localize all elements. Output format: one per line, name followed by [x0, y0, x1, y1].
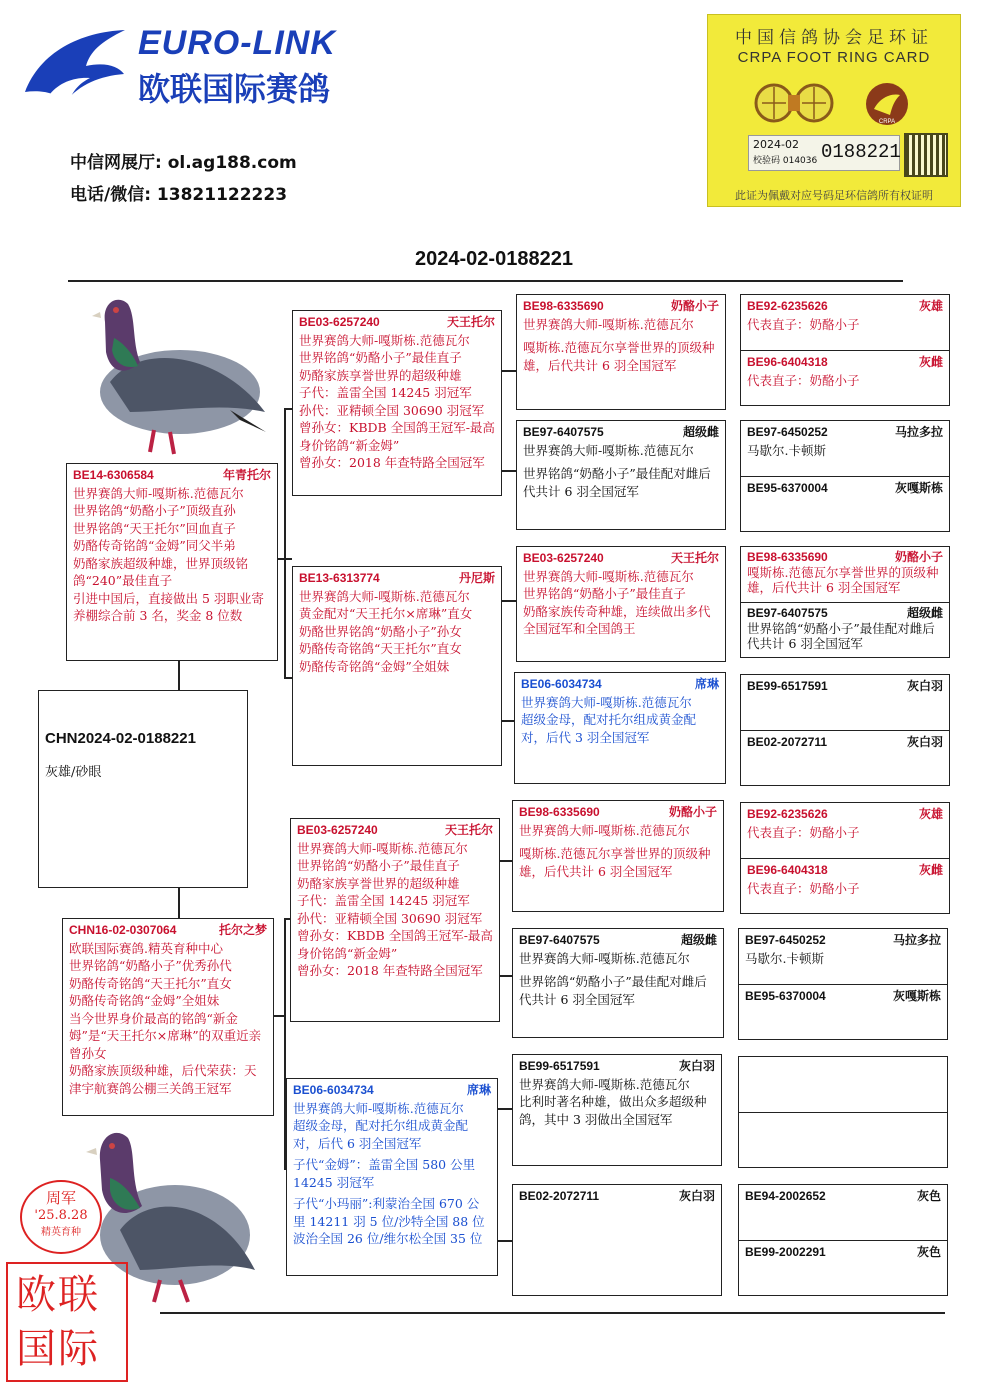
dam-line: 奶酪家族顶级种雄，后代荣获：天津宇航赛鸽公棚三关鸽王冠军: [69, 1063, 257, 1096]
pigeon-logo-icon: [20, 22, 130, 114]
sire-box: [66, 463, 278, 661]
ggp-ring: BE95-6370004: [747, 481, 828, 495]
ds-line: 世界铭鸽“奶酪小子”最佳直子: [297, 858, 460, 873]
crpa-seal-text: CRPA: [878, 119, 896, 125]
ds-name: 天王托尔: [444, 823, 493, 837]
ss-ring: BE03-6257240: [299, 315, 380, 329]
ggp-note: 嘎斯栋.范德瓦尔享誉世界的顶级种雄，后代共计 6 羽全国冠军: [747, 565, 939, 595]
sire-name: 年青托尔: [222, 468, 271, 482]
globe-emblem-icon: [754, 81, 834, 125]
ggp-cell: [741, 859, 949, 914]
ggp-name: 灰雌: [918, 355, 943, 369]
page-title: 2024-02-0188221: [415, 248, 573, 270]
ggp-note: 代表直子：奶酪小子: [747, 824, 860, 840]
ss-line: 世界铭鸽“奶酪小子”最佳直子: [299, 350, 462, 365]
connector: [496, 1108, 512, 1110]
ds-line: 曾孙女：KBDB 全国鸽王冠军-最高身价铭鸽“新金姆”: [297, 928, 493, 961]
g1-ring: BE98-6335690: [523, 299, 604, 313]
g3-line: 世界赛鸽大师-嘎斯栋.范德瓦尔: [523, 568, 694, 584]
g5-line: 嘎斯栋.范德瓦尔享誉世界的顶级种雄，后代共计 6 羽全国冠军: [519, 846, 711, 879]
sire-line: 世界铭鸽“天王托尔”回血直子: [73, 520, 236, 536]
ggp-name: 马拉多拉: [892, 933, 941, 947]
ring-card: [707, 14, 961, 207]
ggp-cell: [739, 1241, 947, 1296]
ss-line: 子代：盖雷全国 14245 羽冠军: [299, 385, 472, 400]
ggp-cell: [739, 1057, 947, 1113]
ggp-ring: BE99-2002291: [745, 1245, 826, 1259]
sd-box: [292, 566, 502, 766]
g6-ring: BE97-6407575: [519, 933, 600, 947]
ss-box: [292, 310, 502, 496]
g8-box: [512, 1184, 722, 1296]
dd-ring: BE06-6034734: [293, 1083, 374, 1097]
ggp-cell: [739, 929, 947, 985]
logo-en: EURO-LINK: [138, 24, 336, 62]
ds-line: 奶酪家族享誉世界的超级种雄: [297, 875, 460, 891]
seal-stamp: [6, 1262, 128, 1382]
ds-box: [290, 818, 500, 1022]
ggp-cell: [741, 477, 949, 532]
pigeon-illustration-icon: [70, 282, 270, 462]
showroom-text: 中信网展厅: ol.ag188.com: [70, 153, 297, 173]
g4-line: 世界赛鸽大师-嘎斯栋.范德瓦尔: [521, 694, 692, 710]
ggp-name: 灰嘎斯栋: [892, 989, 941, 1003]
ring-year-code: 2024-02: [753, 138, 799, 151]
ss-line: 世界赛鸽大师-嘎斯栋.范德瓦尔: [299, 332, 470, 348]
subject-desc: 灰雄/砂眼: [45, 764, 102, 780]
g3-ring: BE03-6257240: [523, 551, 604, 565]
ggp-cell: [741, 351, 949, 406]
crpa-seal-icon: [864, 81, 910, 127]
subject-ring: CHN2024-02-0188221: [45, 730, 196, 747]
ss-line: 奶酪家族享誉世界的超级种雄: [299, 367, 462, 383]
ggp-ring: BE94-2002652: [745, 1189, 826, 1203]
connector: [500, 860, 512, 862]
dd-box: [286, 1078, 498, 1276]
dd-line: 子代“金姆”：盖雷全国 580 公里 14245 羽冠军: [293, 1157, 476, 1190]
ggp-ring: BE97-6450252: [745, 933, 826, 947]
ring-number-panel: [748, 135, 900, 171]
g8-name: 灰白羽: [678, 1189, 715, 1203]
dam-line: 奶酪传奇铭鸽“金姆”全姐妹: [69, 993, 220, 1008]
connector: [284, 677, 292, 679]
g5-box: [512, 800, 724, 912]
ggp-name: 奶酪小子: [894, 550, 943, 564]
sd-ring: BE13-6313774: [299, 571, 380, 585]
connector: [284, 408, 292, 410]
connector: [500, 470, 516, 472]
ggp-name: 灰色: [916, 1245, 941, 1259]
ring-check-code: 校验码 014036: [753, 156, 818, 166]
ring-card-footer: 此证为佩戴对应号码足环信鸽所有权证明: [735, 189, 933, 202]
g6-line: 世界赛鸽大师-嘎斯栋.范德瓦尔: [519, 950, 690, 966]
g4-name: 席琳: [694, 677, 719, 691]
sd-line: 奶酪世界铭鸽“奶酪小子”孙女: [299, 623, 462, 639]
ggp-ring: BE92-6235626: [747, 299, 828, 313]
ggp-note: 世界铭鸽“奶酪小子”最佳配对雌后代共计 6 羽全国冠军: [747, 621, 935, 651]
ggp-name: 灰色: [916, 1189, 941, 1203]
g2-line: 世界铭鸽“奶酪小子”最佳配对雌后代共计 6 羽全国冠军: [523, 466, 711, 499]
g1-box: [516, 294, 726, 410]
ggp-ring: BE92-6235626: [747, 807, 828, 821]
dam-line: 欧联国际赛鸽.精英育种中心: [69, 940, 223, 956]
g1-name: 奶酪小子: [670, 299, 719, 313]
ggp-cell: [741, 603, 949, 658]
ggp-pair-box: [738, 928, 948, 1040]
ggp-pair-box: [740, 802, 950, 914]
g7-line: 比利时著名种雄，做出众多超级种鸽，其中 3 羽做出全国冠军: [519, 1094, 707, 1127]
g3-box: [516, 546, 726, 662]
subject-box: [38, 690, 248, 888]
ggp-cell: [741, 803, 949, 859]
logo-cn: 欧联国际赛鸽: [138, 71, 331, 107]
connector: [496, 1240, 512, 1242]
g2-line: 世界赛鸽大师-嘎斯栋.范德瓦尔: [523, 442, 694, 458]
ggp-name: 灰雄: [918, 807, 943, 821]
g5-ring: BE98-6335690: [519, 805, 600, 819]
date-stamp: [20, 1180, 102, 1254]
dam-line: 世界铭鸽“奶酪小子”优秀孙代: [69, 958, 232, 973]
stamp-date: '25.8.28: [34, 1208, 88, 1223]
ds-line: 子代：盖雷全国 14245 羽冠军: [297, 893, 470, 908]
dd-line: 子代“小玛丽”:利蒙治全国 670 公里 14211 羽 5 位/沙特全国 88 位波治全国 26 位/维尔松全国 35 位: [293, 1196, 485, 1246]
connector: [500, 600, 516, 602]
stamp-name: 周军: [45, 1189, 76, 1207]
dam-line: 当今世界身价最高的铭鸽“新金姆”是“天王托尔×席琳”的双重近亲曾孙女: [69, 1010, 262, 1061]
sd-line: 黄金配对“天王托尔×席琳”直女: [299, 606, 473, 621]
ggp-pair-box: [740, 294, 950, 406]
ggp-pair-box: [740, 546, 950, 658]
ds-line: 孙代：亚精顿全国 30690 羽冠军: [297, 910, 483, 926]
sire-line: 世界铭鸽“奶酪小子”顶级直孙: [73, 503, 236, 518]
ggp-cell: [739, 1113, 947, 1168]
ggp-pair-box: [738, 1184, 948, 1296]
ggp-pair-box: [738, 1056, 948, 1168]
g8-ring: BE02-2072711: [519, 1189, 600, 1203]
g1-line: 世界赛鸽大师-嘎斯栋.范德瓦尔: [523, 316, 694, 332]
ggp-name: 灰雄: [918, 299, 943, 313]
g4-box: [514, 672, 726, 784]
ring-card-title-en: CRPA FOOT RING CARD: [737, 49, 931, 66]
ggp-name: 灰白羽: [906, 679, 943, 693]
ds-line: 世界赛鸽大师-嘎斯栋.范德瓦尔: [297, 840, 468, 856]
ggp-name: 马拉多拉: [894, 425, 943, 439]
stamp-sub: 精英育种: [41, 1227, 81, 1238]
g6-box: [512, 928, 724, 1038]
dam-line: 奶酪传奇铭鸽“天王托尔”直女: [69, 975, 232, 991]
g7-name: 灰白羽: [678, 1059, 715, 1073]
g3-line: 奶酪家族传奇种雄，连续做出多代全国冠军和全国鸽王: [523, 603, 711, 636]
ss-line: 曾孙女：2018 年查特路全国冠军: [299, 455, 485, 470]
connector: [500, 370, 516, 372]
ggp-name: 灰白羽: [906, 735, 943, 749]
ggp-pair-box: [740, 420, 950, 532]
ggp-name: 灰嘎斯栋: [894, 481, 943, 495]
ggp-ring: BE97-6450252: [747, 425, 828, 439]
g3-line: 世界铭鸽“奶酪小子”最佳直子: [523, 586, 686, 601]
connector: [178, 888, 180, 918]
ds-ring: BE03-6257240: [297, 823, 378, 837]
g2-box: [516, 420, 726, 530]
ggp-name: 超级雌: [906, 606, 943, 620]
dam-box: [62, 918, 274, 1116]
g5-name: 奶酪小子: [668, 805, 717, 819]
ss-line: 孙代：亚精顿全国 30690 羽冠军: [299, 402, 485, 418]
g2-ring: BE97-6407575: [523, 425, 604, 439]
ggp-note: 马歇尔.卡顿斯: [747, 442, 826, 458]
g1-line: 嘎斯栋.范德瓦尔享誉世界的顶级种雄，后代共计 6 羽全国冠军: [523, 340, 715, 373]
dd-line: 世界赛鸽大师-嘎斯栋.范德瓦尔: [293, 1100, 464, 1116]
dd-line: 超级金母，配对托尔组成黄金配对，后代 6 羽全国冠军: [293, 1118, 469, 1151]
g5-line: 世界赛鸽大师-嘎斯栋.范德瓦尔: [519, 822, 690, 838]
connector: [500, 975, 512, 977]
connector: [284, 408, 286, 678]
ggp-name: 灰雌: [918, 863, 943, 877]
ggp-cell: [739, 985, 947, 1040]
ggp-note: 代表直子：奶酪小子: [747, 372, 860, 388]
ggp-note: 马歇尔.卡顿斯: [745, 950, 824, 966]
ggp-ring: BE99-6517591: [747, 679, 828, 693]
sire-ring: BE14-6306584: [73, 468, 154, 482]
ss-name: 天王托尔: [446, 315, 495, 329]
ggp-cell: [739, 1185, 947, 1241]
g6-line: 世界铭鸽“奶酪小子”最佳配对雌后代共计 6 羽全国冠军: [519, 974, 707, 1007]
ggp-note: 代表直子：奶酪小子: [747, 316, 860, 332]
connector: [178, 660, 180, 690]
phone-text: 电话/微信: 13821122223: [70, 185, 288, 205]
g6-name: 超级雌: [680, 933, 717, 947]
g7-ring: BE99-6517591: [519, 1059, 600, 1073]
ggp-pair-box: [740, 674, 950, 786]
ggp-cell: [741, 421, 949, 477]
ggp-cell: [741, 547, 949, 603]
g7-box: [512, 1054, 722, 1166]
sd-line: 奶酪传奇铭鸽“金姆”全姐妹: [299, 658, 450, 674]
ss-line: 曾孙女：KBDB 全国鸽王冠军-最高身价铭鸽“新金姆”: [299, 420, 495, 453]
g3-name: 天王托尔: [670, 551, 719, 565]
ggp-ring: BE98-6335690: [747, 550, 828, 564]
seal-text: 欧联国际: [16, 1272, 100, 1372]
g7-line: 世界赛鸽大师-嘎斯栋.范德瓦尔: [519, 1076, 690, 1092]
ds-line: 曾孙女：2018 年查特路全国冠军: [297, 963, 483, 978]
g2-name: 超级雌: [682, 425, 719, 439]
sire-line: 世界赛鸽大师-嘎斯栋.范德瓦尔: [73, 485, 244, 501]
ggp-ring: BE96-6404318: [747, 863, 828, 877]
bottom-rule: [160, 1312, 945, 1314]
dam-ring: CHN16-02-0307064: [69, 923, 177, 937]
sd-line: 奶酪传奇铭鸽“天王托尔”直女: [299, 641, 462, 656]
ggp-note: 代表直子：奶酪小子: [747, 880, 860, 896]
g4-ring: BE06-6034734: [521, 677, 602, 691]
qr-code-icon: [904, 133, 948, 177]
ring-card-title-cn: 中国信鸽协会足环证: [735, 28, 933, 48]
sire-line: 奶酪家族超级种雄，世界顶级铭鸽“240”最佳直子: [73, 555, 249, 588]
sire-line: 奶酪传奇铭鸽“金姆”同父半弟: [73, 538, 236, 553]
ggp-ring: BE96-6404318: [747, 355, 828, 369]
ggp-ring: BE97-6407575: [747, 606, 828, 620]
ggp-cell: [741, 675, 949, 731]
ring-number: 0188221: [821, 141, 901, 163]
ggp-cell: [741, 295, 949, 351]
sire-line: 引进中国后，直接做出 5 羽职业寄养棚综合前 3 名，奖金 8 位数: [73, 590, 264, 623]
ggp-ring: BE02-2072711: [747, 735, 828, 749]
ggp-ring: BE95-6370004: [745, 989, 826, 1003]
dd-name: 席琳: [466, 1083, 491, 1097]
dam-name: 托尔之梦: [218, 923, 267, 937]
brand-logo: [20, 22, 380, 112]
sd-name: 丹尼斯: [458, 571, 495, 585]
g4-line: 超级金母，配对托尔组成黄金配对，后代 3 羽全国冠军: [521, 712, 697, 745]
sd-line: 世界赛鸽大师-嘎斯栋.范德瓦尔: [299, 588, 470, 604]
ggp-cell: [741, 731, 949, 786]
